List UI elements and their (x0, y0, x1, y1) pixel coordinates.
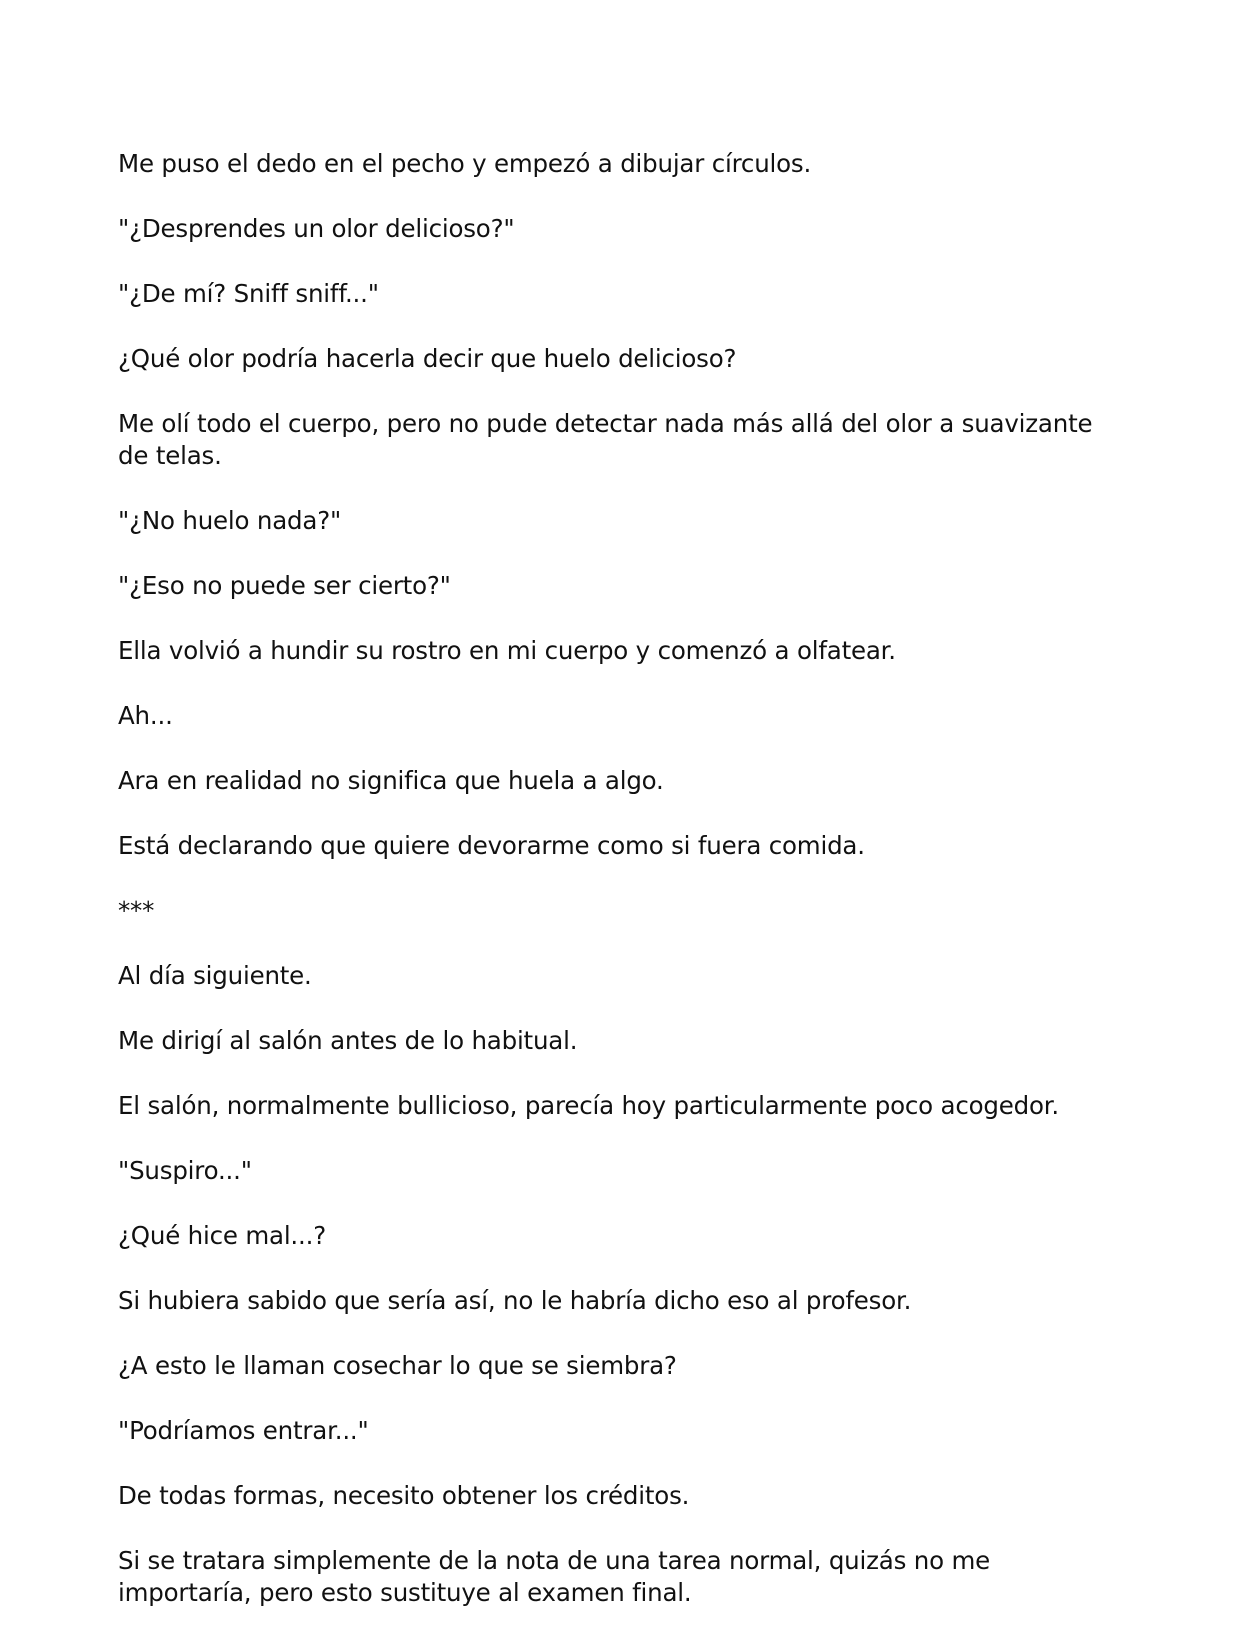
paragraph: "¿No huelo nada?" (118, 506, 342, 535)
paragraph: "Suspiro..." (118, 1156, 252, 1185)
paragraph: Ah... (118, 701, 173, 730)
paragraph: Está declarando que quiere devorarme como si fuera comida. (118, 831, 865, 860)
paragraph: Si se tratara simplemente de la nota de una tarea normal, quizás no me importaría, pero esto sustituye al examen final. (118, 1546, 990, 1607)
paragraph: "¿Desprendes un olor delicioso?" (118, 214, 515, 243)
paragraph: "¿De mí? Sniff sniff..." (118, 279, 379, 308)
paragraph: Ella volvió a hundir su rostro en mi cuerpo y comenzó a olfatear. (118, 636, 896, 665)
paragraph: Me puso el dedo en el pecho y empezó a dibujar círculos. (118, 149, 812, 178)
paragraph: El salón, normalmente bullicioso, parecía hoy particularmente poco acogedor. (118, 1091, 1059, 1120)
paragraph: Si hubiera sabido que sería así, no le habría dicho eso al profesor. (118, 1286, 912, 1315)
paragraph: Me olí todo el cuerpo, pero no pude detectar nada más allá del olor a suavizante de telas. (118, 409, 1093, 470)
paragraph: ¿A esto le llaman cosechar lo que se siembra? (118, 1351, 677, 1380)
paragraph: "¿Eso no puede ser cierto?" (118, 571, 451, 600)
paragraph: De todas formas, necesito obtener los créditos. (118, 1481, 690, 1510)
paragraph: ¿Qué hice mal...? (118, 1221, 326, 1250)
paragraph: Ara en realidad no significa que huela a algo. (118, 766, 664, 795)
document-page (118, 148, 1128, 1642)
paragraph: Me dirigí al salón antes de lo habitual. (118, 1026, 578, 1055)
paragraph: "Podríamos entrar..." (118, 1416, 369, 1445)
paragraph: Al día siguiente. (118, 961, 312, 990)
scene-break: *** (118, 896, 155, 925)
paragraph: ¿Qué olor podría hacerla decir que huelo delicioso? (118, 344, 737, 373)
